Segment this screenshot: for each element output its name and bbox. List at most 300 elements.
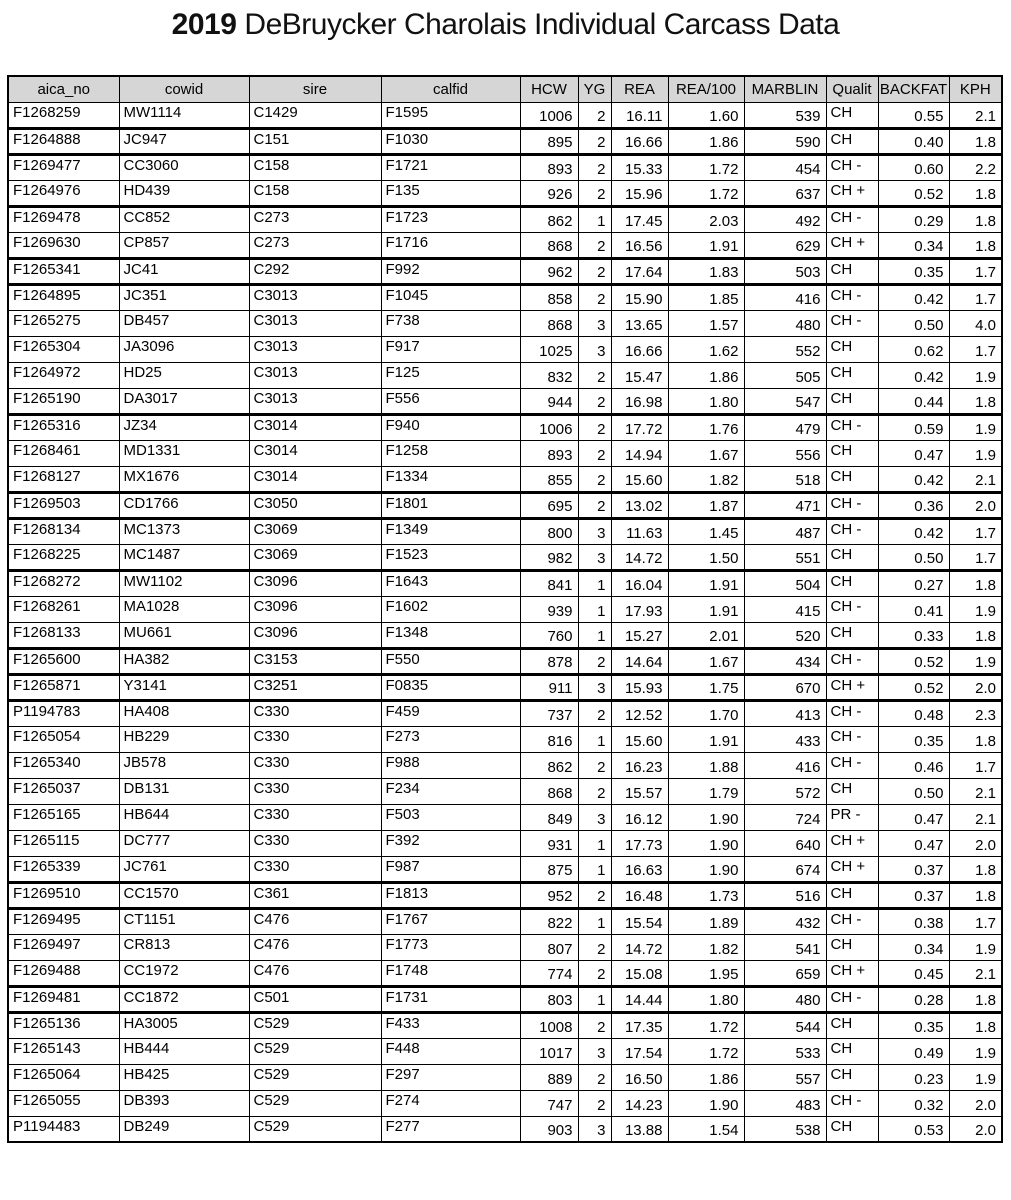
- cell-kph: 1.7: [949, 752, 1002, 778]
- cell-sire: C330: [249, 778, 381, 804]
- cell-backfat: 0.52: [878, 674, 949, 700]
- cell-kph: 2.3: [949, 700, 1002, 726]
- cell-yg: 1: [578, 206, 611, 232]
- carcass-data-table: [7, 75, 1003, 1143]
- cell-sire: C3013: [249, 310, 381, 336]
- cell-sire: C3014: [249, 440, 381, 466]
- cell-backfat: 0.46: [878, 752, 949, 778]
- cell-rea: 11.63: [611, 518, 668, 544]
- table-row: [8, 414, 1002, 440]
- table-row: [8, 466, 1002, 492]
- cell-hcw: 868: [520, 232, 578, 258]
- cell-kph: 4.0: [949, 310, 1002, 336]
- cell-yg: 1: [578, 830, 611, 856]
- cell-rea_100: 1.91: [668, 232, 744, 258]
- cell-calfid: F550: [381, 648, 520, 674]
- cell-sire: C158: [249, 180, 381, 206]
- cell-rea: 16.50: [611, 1064, 668, 1090]
- cell-rea: 17.73: [611, 830, 668, 856]
- cell-marbling: 479: [744, 414, 826, 440]
- cell-calfid: F1334: [381, 466, 520, 492]
- cell-rea_100: 2.01: [668, 622, 744, 648]
- cell-quality: CH -: [826, 752, 878, 778]
- cell-backfat: 0.41: [878, 596, 949, 622]
- cell-rea: 16.12: [611, 804, 668, 830]
- cell-hcw: 952: [520, 882, 578, 908]
- cell-rea: 15.27: [611, 622, 668, 648]
- cell-quality: CH -: [826, 310, 878, 336]
- cell-marbling: 454: [744, 154, 826, 180]
- cell-rea: 16.66: [611, 128, 668, 154]
- column-header-aica_no: aica_no: [8, 76, 119, 102]
- cell-backfat: 0.35: [878, 1012, 949, 1038]
- cell-yg: 2: [578, 752, 611, 778]
- cell-quality: CH: [826, 570, 878, 596]
- cell-sire: C273: [249, 206, 381, 232]
- column-header-cowid: cowid: [119, 76, 249, 102]
- cell-rea: 13.65: [611, 310, 668, 336]
- cell-yg: 1: [578, 726, 611, 752]
- cell-backfat: 0.48: [878, 700, 949, 726]
- cell-sire: C529: [249, 1064, 381, 1090]
- cell-backfat: 0.37: [878, 882, 949, 908]
- cell-calfid: F556: [381, 388, 520, 414]
- cell-calfid: F0835: [381, 674, 520, 700]
- cell-hcw: 822: [520, 908, 578, 934]
- cell-yg: 2: [578, 778, 611, 804]
- cell-rea_100: 1.86: [668, 362, 744, 388]
- table-row: [8, 1038, 1002, 1064]
- cell-calfid: F992: [381, 258, 520, 284]
- table-row: [8, 1012, 1002, 1038]
- table-row: [8, 362, 1002, 388]
- cell-rea_100: 1.89: [668, 908, 744, 934]
- column-header-rea: REA: [611, 76, 668, 102]
- cell-rea: 15.90: [611, 284, 668, 310]
- page-title-text: DeBruycker Charolais Individual Carcass Data: [244, 8, 840, 41]
- cell-hcw: 803: [520, 986, 578, 1012]
- cell-hcw: 911: [520, 674, 578, 700]
- cell-hcw: 862: [520, 752, 578, 778]
- table-body: [8, 102, 1002, 1142]
- cell-cowid: MU661: [119, 622, 249, 648]
- table-row: [8, 258, 1002, 284]
- cell-quality: CH -: [826, 1090, 878, 1116]
- cell-quality: CH +: [826, 674, 878, 700]
- table-row: [8, 154, 1002, 180]
- cell-rea: 15.47: [611, 362, 668, 388]
- cell-aica_no: F1269488: [8, 960, 119, 986]
- cell-calfid: F392: [381, 830, 520, 856]
- cell-sire: C3013: [249, 362, 381, 388]
- cell-cowid: DB131: [119, 778, 249, 804]
- cell-cowid: HB644: [119, 804, 249, 830]
- cell-cowid: MW1102: [119, 570, 249, 596]
- cell-rea_100: 1.54: [668, 1116, 744, 1142]
- cell-sire: C3069: [249, 544, 381, 570]
- cell-cowid: JC947: [119, 128, 249, 154]
- cell-hcw: 944: [520, 388, 578, 414]
- table-row: [8, 622, 1002, 648]
- cell-sire: C476: [249, 908, 381, 934]
- cell-marbling: 432: [744, 908, 826, 934]
- cell-kph: 1.8: [949, 128, 1002, 154]
- cell-rea: 16.48: [611, 882, 668, 908]
- cell-kph: 1.8: [949, 180, 1002, 206]
- cell-aica_no: F1265341: [8, 258, 119, 284]
- cell-aica_no: F1265304: [8, 336, 119, 362]
- cell-quality: CH: [826, 336, 878, 362]
- cell-hcw: 774: [520, 960, 578, 986]
- cell-aica_no: F1268461: [8, 440, 119, 466]
- cell-calfid: F940: [381, 414, 520, 440]
- cell-sire: C3050: [249, 492, 381, 518]
- cell-marbling: 520: [744, 622, 826, 648]
- cell-marbling: 416: [744, 284, 826, 310]
- table-row: [8, 1116, 1002, 1142]
- cell-aica_no: F1265871: [8, 674, 119, 700]
- cell-hcw: 982: [520, 544, 578, 570]
- cell-sire: C330: [249, 700, 381, 726]
- cell-rea: 17.54: [611, 1038, 668, 1064]
- cell-kph: 2.1: [949, 778, 1002, 804]
- cell-cowid: HA382: [119, 648, 249, 674]
- cell-rea_100: 1.91: [668, 596, 744, 622]
- cell-marbling: 724: [744, 804, 826, 830]
- cell-yg: 2: [578, 440, 611, 466]
- cell-aica_no: F1265190: [8, 388, 119, 414]
- cell-quality: CH: [826, 882, 878, 908]
- cell-backfat: 0.29: [878, 206, 949, 232]
- cell-hcw: 1025: [520, 336, 578, 362]
- cell-rea: 15.08: [611, 960, 668, 986]
- cell-quality: CH +: [826, 180, 878, 206]
- cell-calfid: F1731: [381, 986, 520, 1012]
- cell-aica_no: F1265055: [8, 1090, 119, 1116]
- cell-cowid: HD25: [119, 362, 249, 388]
- cell-yg: 2: [578, 960, 611, 986]
- cell-rea_100: 1.87: [668, 492, 744, 518]
- cell-kph: 2.1: [949, 960, 1002, 986]
- cell-quality: CH -: [826, 986, 878, 1012]
- cell-rea_100: 1.62: [668, 336, 744, 362]
- cell-rea_100: 1.91: [668, 570, 744, 596]
- cell-sire: C3013: [249, 388, 381, 414]
- cell-quality: CH: [826, 128, 878, 154]
- cell-yg: 2: [578, 154, 611, 180]
- table-row: [8, 908, 1002, 934]
- cell-yg: 3: [578, 674, 611, 700]
- cell-aica_no: F1265316: [8, 414, 119, 440]
- cell-marbling: 471: [744, 492, 826, 518]
- cell-rea: 13.88: [611, 1116, 668, 1142]
- cell-aica_no: F1269510: [8, 882, 119, 908]
- cell-sire: C330: [249, 726, 381, 752]
- cell-cowid: CC852: [119, 206, 249, 232]
- cell-aica_no: F1264972: [8, 362, 119, 388]
- cell-yg: 2: [578, 102, 611, 128]
- column-header-rea_100: REA/100: [668, 76, 744, 102]
- cell-rea_100: 1.70: [668, 700, 744, 726]
- cell-backfat: 0.28: [878, 986, 949, 1012]
- cell-backfat: 0.42: [878, 518, 949, 544]
- cell-calfid: F1643: [381, 570, 520, 596]
- cell-yg: 2: [578, 1064, 611, 1090]
- table-row: [8, 726, 1002, 752]
- cell-cowid: MA1028: [119, 596, 249, 622]
- cell-sire: C529: [249, 1090, 381, 1116]
- table-row: [8, 1064, 1002, 1090]
- cell-rea_100: 1.45: [668, 518, 744, 544]
- cell-marbling: 590: [744, 128, 826, 154]
- cell-cowid: DA3017: [119, 388, 249, 414]
- column-header-marbling: MARBLIN: [744, 76, 826, 102]
- cell-calfid: F1767: [381, 908, 520, 934]
- table-row: [8, 1090, 1002, 1116]
- cell-kph: 1.9: [949, 440, 1002, 466]
- cell-yg: 2: [578, 414, 611, 440]
- table-row: [8, 518, 1002, 544]
- cell-kph: 1.9: [949, 596, 1002, 622]
- cell-cowid: DC777: [119, 830, 249, 856]
- column-header-sire: sire: [249, 76, 381, 102]
- cell-marbling: 659: [744, 960, 826, 986]
- cell-calfid: F448: [381, 1038, 520, 1064]
- cell-kph: 1.9: [949, 362, 1002, 388]
- cell-calfid: F1595: [381, 102, 520, 128]
- cell-kph: 2.1: [949, 466, 1002, 492]
- cell-kph: 1.8: [949, 1012, 1002, 1038]
- cell-marbling: 551: [744, 544, 826, 570]
- cell-sire: C529: [249, 1116, 381, 1142]
- cell-hcw: 855: [520, 466, 578, 492]
- cell-quality: CH: [826, 362, 878, 388]
- cell-sire: C3013: [249, 336, 381, 362]
- cell-quality: CH: [826, 934, 878, 960]
- cell-sire: C3096: [249, 622, 381, 648]
- cell-calfid: F1258: [381, 440, 520, 466]
- cell-hcw: 893: [520, 154, 578, 180]
- cell-quality: CH -: [826, 700, 878, 726]
- table-row: [8, 934, 1002, 960]
- cell-hcw: 939: [520, 596, 578, 622]
- cell-calfid: F1723: [381, 206, 520, 232]
- cell-aica_no: F1269503: [8, 492, 119, 518]
- cell-rea: 12.52: [611, 700, 668, 726]
- cell-calfid: F1716: [381, 232, 520, 258]
- cell-rea_100: 1.90: [668, 1090, 744, 1116]
- cell-marbling: 503: [744, 258, 826, 284]
- column-header-quality: Qualit: [826, 76, 878, 102]
- cell-backfat: 0.35: [878, 258, 949, 284]
- cell-calfid: F234: [381, 778, 520, 804]
- cell-calfid: F1602: [381, 596, 520, 622]
- cell-marbling: 433: [744, 726, 826, 752]
- cell-kph: 1.7: [949, 908, 1002, 934]
- cell-marbling: 674: [744, 856, 826, 882]
- cell-kph: 1.9: [949, 1064, 1002, 1090]
- cell-backfat: 0.60: [878, 154, 949, 180]
- cell-yg: 3: [578, 1116, 611, 1142]
- cell-sire: C3069: [249, 518, 381, 544]
- cell-backfat: 0.52: [878, 180, 949, 206]
- cell-aica_no: F1269477: [8, 154, 119, 180]
- cell-marbling: 541: [744, 934, 826, 960]
- table-row: [8, 570, 1002, 596]
- cell-yg: 2: [578, 1090, 611, 1116]
- cell-backfat: 0.45: [878, 960, 949, 986]
- cell-backfat: 0.50: [878, 778, 949, 804]
- cell-rea_100: 1.91: [668, 726, 744, 752]
- cell-aica_no: F1265340: [8, 752, 119, 778]
- table-row: [8, 102, 1002, 128]
- cell-rea: 14.44: [611, 986, 668, 1012]
- cell-rea: 16.98: [611, 388, 668, 414]
- cell-backfat: 0.55: [878, 102, 949, 128]
- cell-calfid: F297: [381, 1064, 520, 1090]
- cell-kph: 1.7: [949, 518, 1002, 544]
- cell-hcw: 862: [520, 206, 578, 232]
- cell-cowid: CC1872: [119, 986, 249, 1012]
- cell-cowid: Y3141: [119, 674, 249, 700]
- cell-hcw: 893: [520, 440, 578, 466]
- table-header: [8, 76, 1002, 102]
- cell-quality: CH +: [826, 856, 878, 882]
- cell-backfat: 0.59: [878, 414, 949, 440]
- cell-marbling: 504: [744, 570, 826, 596]
- cell-rea: 14.64: [611, 648, 668, 674]
- cell-sire: C158: [249, 154, 381, 180]
- cell-marbling: 487: [744, 518, 826, 544]
- cell-yg: 2: [578, 128, 611, 154]
- cell-aica_no: F1269478: [8, 206, 119, 232]
- cell-rea_100: 1.79: [668, 778, 744, 804]
- cell-calfid: F273: [381, 726, 520, 752]
- cell-yg: 2: [578, 180, 611, 206]
- cell-aica_no: F1265600: [8, 648, 119, 674]
- cell-sire: C501: [249, 986, 381, 1012]
- cell-yg: 1: [578, 622, 611, 648]
- column-header-calfid: calfid: [381, 76, 520, 102]
- cell-marbling: 505: [744, 362, 826, 388]
- table-row: [8, 804, 1002, 830]
- cell-aica_no: F1269481: [8, 986, 119, 1012]
- cell-rea_100: 1.90: [668, 804, 744, 830]
- cell-quality: CH: [826, 388, 878, 414]
- cell-hcw: 962: [520, 258, 578, 284]
- cell-backfat: 0.42: [878, 362, 949, 388]
- cell-rea: 16.04: [611, 570, 668, 596]
- page-title: [0, 8, 1011, 42]
- cell-cowid: DB249: [119, 1116, 249, 1142]
- cell-kph: 1.9: [949, 934, 1002, 960]
- cell-backfat: 0.32: [878, 1090, 949, 1116]
- cell-aica_no: P1194783: [8, 700, 119, 726]
- cell-sire: C330: [249, 830, 381, 856]
- cell-cowid: DB393: [119, 1090, 249, 1116]
- cell-aica_no: F1269497: [8, 934, 119, 960]
- cell-aica_no: F1268259: [8, 102, 119, 128]
- cell-aica_no: F1265136: [8, 1012, 119, 1038]
- cell-rea_100: 1.72: [668, 1038, 744, 1064]
- cell-yg: 2: [578, 284, 611, 310]
- cell-rea: 14.94: [611, 440, 668, 466]
- table-row: [8, 544, 1002, 570]
- cell-cowid: JB578: [119, 752, 249, 778]
- column-header-backfat: BACKFAT: [878, 76, 949, 102]
- cell-yg: 1: [578, 856, 611, 882]
- cell-rea: 16.11: [611, 102, 668, 128]
- cell-quality: CH -: [826, 492, 878, 518]
- cell-rea: 14.23: [611, 1090, 668, 1116]
- cell-yg: 3: [578, 804, 611, 830]
- cell-backfat: 0.50: [878, 544, 949, 570]
- cell-quality: CH: [826, 466, 878, 492]
- cell-quality: CH -: [826, 518, 878, 544]
- cell-aica_no: F1268127: [8, 466, 119, 492]
- cell-cowid: HB425: [119, 1064, 249, 1090]
- cell-yg: 2: [578, 1012, 611, 1038]
- cell-hcw: 807: [520, 934, 578, 960]
- cell-cowid: MC1487: [119, 544, 249, 570]
- cell-calfid: F738: [381, 310, 520, 336]
- column-header-hcw: HCW: [520, 76, 578, 102]
- cell-quality: CH -: [826, 414, 878, 440]
- table-row: [8, 492, 1002, 518]
- cell-aica_no: F1268261: [8, 596, 119, 622]
- cell-sire: C3096: [249, 570, 381, 596]
- cell-calfid: F1748: [381, 960, 520, 986]
- cell-rea: 13.02: [611, 492, 668, 518]
- cell-rea_100: 1.60: [668, 102, 744, 128]
- cell-marbling: 629: [744, 232, 826, 258]
- cell-hcw: 926: [520, 180, 578, 206]
- cell-cowid: CC1570: [119, 882, 249, 908]
- cell-marbling: 552: [744, 336, 826, 362]
- cell-cowid: CP857: [119, 232, 249, 258]
- cell-hcw: 875: [520, 856, 578, 882]
- cell-calfid: F1045: [381, 284, 520, 310]
- cell-sire: C151: [249, 128, 381, 154]
- cell-kph: 1.8: [949, 388, 1002, 414]
- cell-rea_100: 1.82: [668, 466, 744, 492]
- cell-quality: CH: [826, 622, 878, 648]
- cell-aica_no: F1269630: [8, 232, 119, 258]
- cell-calfid: F503: [381, 804, 520, 830]
- cell-rea: 17.35: [611, 1012, 668, 1038]
- cell-quality: CH: [826, 440, 878, 466]
- cell-quality: CH: [826, 102, 878, 128]
- cell-rea: 16.56: [611, 232, 668, 258]
- cell-yg: 3: [578, 336, 611, 362]
- cell-yg: 2: [578, 388, 611, 414]
- cell-rea_100: 1.72: [668, 154, 744, 180]
- cell-rea_100: 1.80: [668, 986, 744, 1012]
- cell-marbling: 670: [744, 674, 826, 700]
- cell-yg: 2: [578, 362, 611, 388]
- cell-yg: 2: [578, 882, 611, 908]
- cell-yg: 2: [578, 934, 611, 960]
- cell-cowid: HA3005: [119, 1012, 249, 1038]
- cell-rea_100: 1.83: [668, 258, 744, 284]
- cell-quality: CH +: [826, 232, 878, 258]
- table-row: [8, 388, 1002, 414]
- cell-calfid: F917: [381, 336, 520, 362]
- cell-yg: 3: [578, 310, 611, 336]
- cell-quality: CH -: [826, 206, 878, 232]
- cell-kph: 1.8: [949, 570, 1002, 596]
- cell-cowid: HA408: [119, 700, 249, 726]
